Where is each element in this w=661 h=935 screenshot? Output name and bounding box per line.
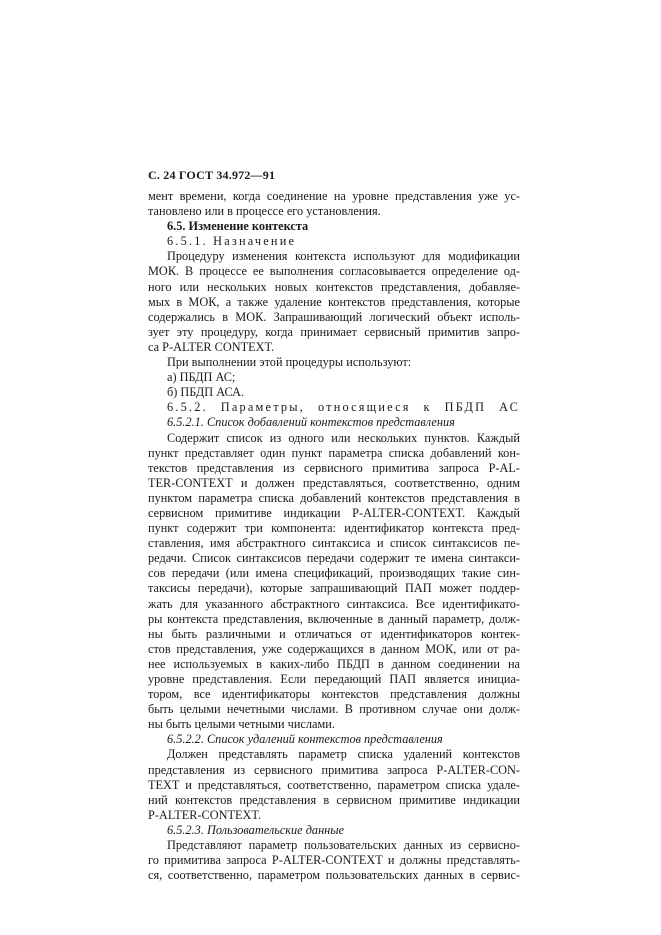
text-line: TEXT и представляться, соответственно, параметром списка удале- xyxy=(148,777,520,792)
text-line: Должен представлять параметр списка удалений контекстов xyxy=(167,747,520,762)
text-line: ставления, имя абстрактного синтаксиса и список синтаксисов пе- xyxy=(148,536,520,551)
text-line: са P-ALTER CONTEXT. xyxy=(148,339,275,354)
text-line: тором, все идентификаторы контекстов представления должны xyxy=(148,687,520,702)
body-text xyxy=(148,189,520,883)
text-line: а) ПБДП АС; xyxy=(167,370,236,385)
text-line: 6.5. Изменение контекста xyxy=(167,219,309,234)
text-line: Процедуру изменения контекста используют для модификации xyxy=(167,249,520,264)
text-line: 6.5.2.1. Список добавлений контекстов представления xyxy=(167,415,455,430)
text-line: редачи. Список синтаксисов передачи содержит те имена синтакси- xyxy=(148,551,520,566)
text-line: уровне представления. Если передающий ПАП является инициа- xyxy=(148,672,520,686)
text-line: МОК. В процессе ее выполнения согласовывается определение од- xyxy=(148,264,520,279)
text-line: ний контекстов представления в сервисном примитиве индикации xyxy=(148,792,520,807)
text-line: ся, соответственно, параметром пользовательских данных в сервис- xyxy=(148,868,520,883)
text-line: TER-CONTEXT и должен представляться, соответственно, одним xyxy=(148,475,520,490)
text-line: ного или нескольких новых контекстов представления, добавляе- xyxy=(148,279,520,294)
text-line: быть целыми нечетными числами. В противном случае они долж- xyxy=(148,702,520,717)
text-line: нее используемых в каких-либо ПБДП в данном соединении на xyxy=(148,656,520,671)
text-line: го примитива запроса P-ALTER-CONTEXT и должны представлять- xyxy=(148,853,520,868)
text-line: таксисы передачи), которые запрашивающий ПАП может поддер- xyxy=(148,581,520,596)
text-line: тановлено или в процессе его установления. xyxy=(148,204,381,219)
text-line: мых в МОК, а также удаление контекстов представления, которые xyxy=(148,294,520,309)
text-line: текстов представления из сервисного примитива запроса P-AL- xyxy=(148,460,520,475)
text-line: пункт представляет один пункт параметра списка добавлений кон- xyxy=(148,445,520,460)
text-line: сервисном примитиве индикации P-ALTER-CONTEXT. Каждый xyxy=(148,505,520,520)
text-line: ны быть целыми четными числами. xyxy=(148,717,335,732)
text-line: ры контекста представления, включенные в данный параметр, долж- xyxy=(148,611,520,626)
text-line: мент времени, когда соединение на уровне представления уже ус- xyxy=(148,189,520,203)
text-line: 6.5.2. Параметры, относящиеся к ПБДП АС xyxy=(167,400,520,415)
text-line: При выполнении этой процедуры используют: xyxy=(167,355,412,370)
page-header: С. 24 ГОСТ 34.972—91 xyxy=(148,168,276,182)
text-line: 6.5.1. Назначение xyxy=(167,234,297,249)
text-line: стов представления, уже содержащихся в данном МОК, или от ра- xyxy=(148,641,520,656)
text-line: ны быть различными и отличаться от идентификаторов контек- xyxy=(148,626,520,641)
text-line: пункт содержит три компонента: идентификатор контекста пред- xyxy=(148,521,520,536)
text-line: Содержит список из одного или нескольких пунктов. Каждый xyxy=(167,430,520,445)
text-line: сов передачи (или имена спецификаций, производящих такие син- xyxy=(148,566,520,581)
text-line: содержались в МОК. Запрашивающий логический объект исполь- xyxy=(148,309,520,324)
text-line: 6.5.2.2. Список удалений контекстов представления xyxy=(167,732,443,747)
text-line: жать для указанного абстрактного синтаксиса. Все идентификато- xyxy=(148,596,520,611)
text-line: 6.5.2.3. Пользовательские данные xyxy=(167,822,345,837)
text-line: пунктом параметра списка добавлений контекстов представления в xyxy=(148,490,520,505)
text-line: P-ALTER-CONTEXT. xyxy=(148,807,262,822)
text-line: б) ПБДП АСА. xyxy=(167,385,245,400)
text-line: Представляют параметр пользовательских данных из сервисно- xyxy=(167,838,520,853)
text-line: зует эту процедуру, когда принимает сервисный примитив запро- xyxy=(148,324,520,339)
text-line: представления из сервисного примитива запроса P-ALTER-CON- xyxy=(148,762,520,777)
